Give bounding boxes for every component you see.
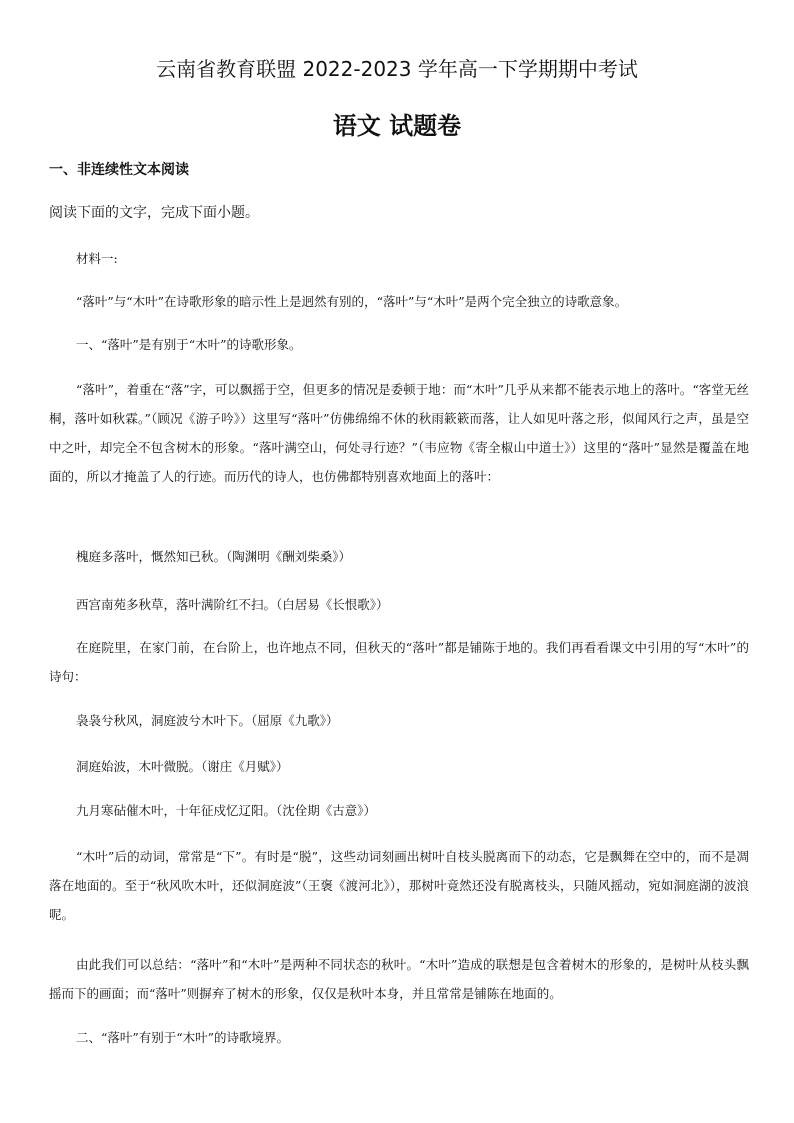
quote-qu-yuan: 袅袅兮秋风，洞庭波兮木叶下。（屈原《九歌》） — [76, 713, 339, 728]
material-label: 材料一: — [76, 251, 118, 266]
quote-shen-quanqi: 九月寒砧催木叶，十年征戍忆辽阳。（沈佺期《古意》） — [76, 803, 377, 818]
paragraph-courtyard: 在庭院里，在家门前，在台阶上，也许地点不同，但秋天的“落叶”都是铺陈于地的。我们再看看课文中引用的写“木叶”的诗句： — [49, 640, 749, 684]
quote-tao-yuanming: 槐庭多落叶，慨然知已秋。（陶渊明《酬刘柴桑》） — [76, 549, 352, 564]
exam-title: 云南省教育联盟 2022-2023 学年高一下学期期中考试 — [156, 57, 638, 81]
paragraph-luoye-analysis: “落叶”，着重在“落”字，可以飘摇于空，但更多的情况是委顿于地：而“木叶”几乎从来都不能表示地上的落叶。“客堂无丝桐，落叶如秋霖。”（顾况《游子吟》）这里写“落叶”仿佛绵绵不休的秋雨簌簌而落，让人如见叶落之形，似闻风行之声，虽是空中之叶，却完全不包含树木的形象。“落叶满空山，何处寻行迹？”（韦应物《寄全椒山中道士》）这里的“落叶”显然是覆盖在地面的，所以才掩盖了人的行迹。而历代的诗人，也仿佛都特别喜欢地面上的落叶： — [49, 382, 749, 484]
quote-bai-juyi: 西宫南苑多秋草，落叶满阶红不扫。（白居易《长恨歌》） — [76, 597, 389, 612]
paragraph-point-one: 一、“落叶”是有别于“木叶”的诗歌形象。 — [76, 337, 302, 352]
paragraph-summary: 由此我们可以总结：“落叶”和“木叶”是两种不同状态的秋叶。“木叶”造成的联想是包含着树木的形象的，是树叶从枝头飘摇而下的画面；而“落叶”则摒弃了树木的形象，仅仅是秋叶本身，并且常常是铺陈在地面的。 — [49, 957, 749, 1001]
reading-instruction: 阅读下面的文字，完成下面小题。 — [49, 205, 259, 221]
paragraph-thesis: “落叶”与“木叶”在诗歌形象的暗示性上是迥然有别的，“落叶”与“木叶”是两个完全独立的诗歌意象。 — [76, 294, 628, 309]
paragraph-muye-verbs: “木叶”后的动词，常常是“下”。有时是“脱”，这些动词刻画出树叶自枝头脱离而下的动态，它是飘舞在空中的，而不是凋落在地面的。至于“秋风吹木叶，还似洞庭波”（王褒《渡河北》），那树叶竟然还没有脱离枝头，只随风摇动，宛如洞庭湖的波浪呢。 — [49, 849, 749, 922]
quote-xie-zhuang: 洞庭始波，木叶微脱。（谢庄《月赋》） — [76, 759, 289, 774]
exam-subtitle: 语文 试题卷 — [332, 112, 462, 140]
section-heading: 一、非连续性文本阅读 — [49, 162, 189, 178]
paragraph-point-two: 二、“落叶”有别于“木叶”的诗歌境界。 — [76, 1030, 290, 1045]
